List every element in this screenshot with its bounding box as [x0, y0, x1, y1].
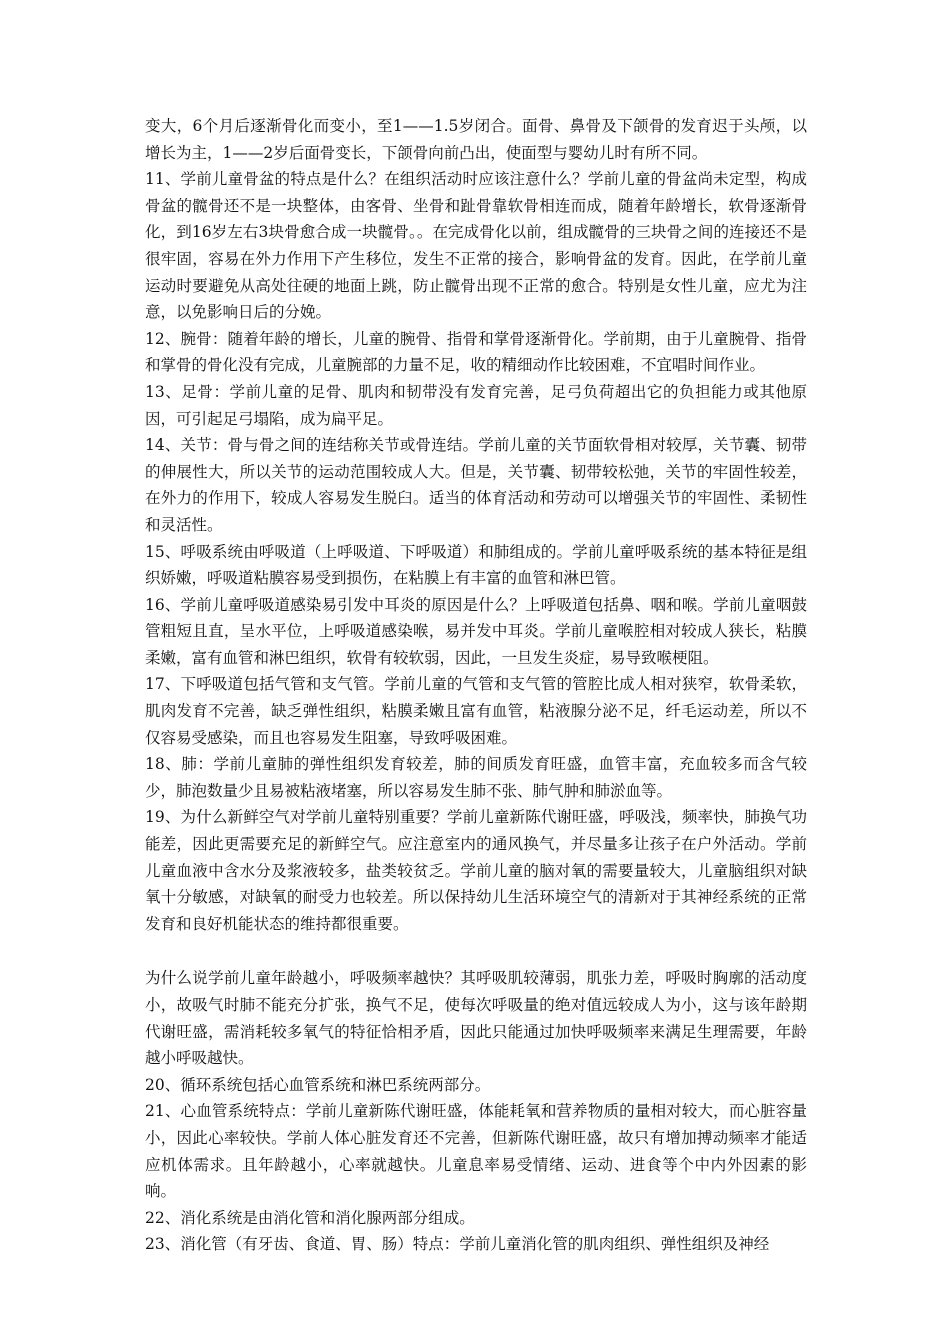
paragraph-skull-growth: 变大，6个月后逐渐骨化而变小，至1——1.5岁闭合。面骨、鼻骨及下颌骨的发育迟于头颅，以增长为主，1——2岁后面骨变长，下颌骨向前凸出，使面型与婴幼儿时有所不同。 [145, 117, 807, 162]
paragraph-21-cardiovascular: 21、心血管系统特点：学前儿童新陈代谢旺盛，体能耗氧和营养物质的量相对较大，而心脏容量小，因此心率较快。学前人体心脏发育还不完善，但新陈代谢旺盛，故只有增加搏动频率才能适应机体需求。且年龄越小，心率就越快。儿童息率易受情绪、运动、进食等个中内外因素的影响。 [145, 1102, 807, 1201]
paragraph-13-foot: 13、足骨：学前儿童的足骨、肌肉和韧带没有发育完善，足弓负荷超出它的负担能力或其他原因，可引起足弓塌陷，成为扁平足。 [145, 382, 807, 428]
paragraph-17-lower-airway: 17、下呼吸道包括气管和支气管。学前儿童的气管和支气管的管腔比成人相对狭窄，软骨柔软，肌肉发育不完善，缺乏弹性组织，粘膜柔嫩且富有血管，粘液腺分泌不足，纤毛运动差，所以不仅容易受感染，而且也容易发生阻塞，导致呼吸困难。 [145, 675, 807, 747]
paragraph-12-wrist: 12、腕骨：随着年龄的增长，儿童的腕骨、指骨和掌骨逐渐骨化。学前期，由于儿童腕骨、指骨和掌骨的骨化没有完成，儿童腕部的力量不足，收的精细动作比较困难，不宜唱时间作业。 [145, 329, 807, 375]
paragraph-20-circulation: 20、循环系统包括心血管系统和淋巴系统两部分。 [145, 1075, 491, 1094]
paragraph-18-lungs: 18、肺：学前儿童肺的弹性组织发育较差，肺的间质发育旺盛，血管丰富，充血较多而含气较少，肺泡数量少且易被粘液堵塞，所以容易发生肺不张、肺气肿和肺淤血等。 [145, 755, 807, 800]
paragraph-14-joints: 14、关节：骨与骨之间的连结称关节或骨连结。学前儿童的关节面软骨相对较厚，关节囊、韧带的伸展性大，所以关节的运动范围较成人大。但是，关节囊、韧带较松弛，关节的牢固性较差，在外力的作用下，较成人容易发生脱臼。适当的体育活动和劳动可以增强关节的牢固性、柔韧性和灵活性。 [145, 436, 807, 534]
paragraph-22-digestive: 22、消化系统是由消化管和消化腺两部分组成。 [145, 1208, 475, 1227]
document-body [145, 113, 807, 1258]
paragraph-23-digestive-tract: 23、消化管（有牙齿、食道、胃、肠）特点：学前儿童消化管的肌肉组织、弹性组织及神经 [145, 1235, 770, 1254]
paragraph-19-fresh-air: 19、为什么新鲜空气对学前儿童特别重要？学前儿童新陈代谢旺盛，呼吸浅，频率快，肺换气功能差，因此更需要充足的新鲜空气。应注意室内的通风换气，并尽量多让孩子在户外活动。学前儿童血液中含水分及浆液较多，盐类较贫乏。学前儿童的脑对氧的需要量较大，儿童脑组织对缺氧十分敏感，对缺氧的耐受力也较差。所以保持幼儿生活环境空气的清新对于其神经系统的正常发育和良好机能状态的维持都很重要。 [145, 808, 807, 933]
paragraph-11-pelvis: 11、学前儿童骨盆的特点是什么？在组织活动时应该注意什么？学前儿童的骨盆尚未定型，构成骨盆的髋骨还不是一块整体，由客骨、坐骨和趾骨靠软骨相连而成，随着年龄增长，软骨逐渐骨化，到16岁左右3块骨愈合成一块髋骨。。在完成骨化以前，组成髋骨的三块骨之间的连接还不是很牢固，容易在外力作用下产生移位，发生不正常的接合，影响骨盆的发育。因此，在学前儿童运动时要避免从高处往硬的地面上跳，防止髋骨出现不正常的愈合。特别是女性儿童，应尤为注意，以免影响日后的分娩。 [145, 170, 807, 322]
paragraph-breathing-rate: 为什么说学前儿童年龄越小，呼吸频率越快？其呼吸肌较薄弱，肌张力差，呼吸时胸廓的活动度小，故吸气时肺不能充分扩张，换气不足，使每次呼吸量的绝对值远较成人为小，这与该年龄期代谢旺盛，需消耗较多氧气的特征恰相矛盾，因此只能通过加快呼吸频率来满足生理需要，年龄越小呼吸越快。 [145, 969, 807, 1068]
paragraph-15-respiratory: 15、呼吸系统由呼吸道（上呼吸道、下呼吸道）和肺组成的。学前儿童呼吸系统的基本特征是组织娇嫩，呼吸道粘膜容易受到损伤，在粘膜上有丰富的血管和淋巴管。 [145, 542, 807, 588]
paragraph-16-upper-airway: 16、学前儿童呼吸道感染易引发中耳炎的原因是什么？上呼吸道包括鼻、咽和喉。学前儿童咽鼓管粗短且直，呈水平位，上呼吸道感染喉，易并发中耳炎。学前儿童喉腔相对较成人狭长，粘膜柔嫩，富有血管和淋巴组织，软骨有较软弱，因此，一旦发生炎症，易导致喉梗阻。 [145, 595, 807, 667]
